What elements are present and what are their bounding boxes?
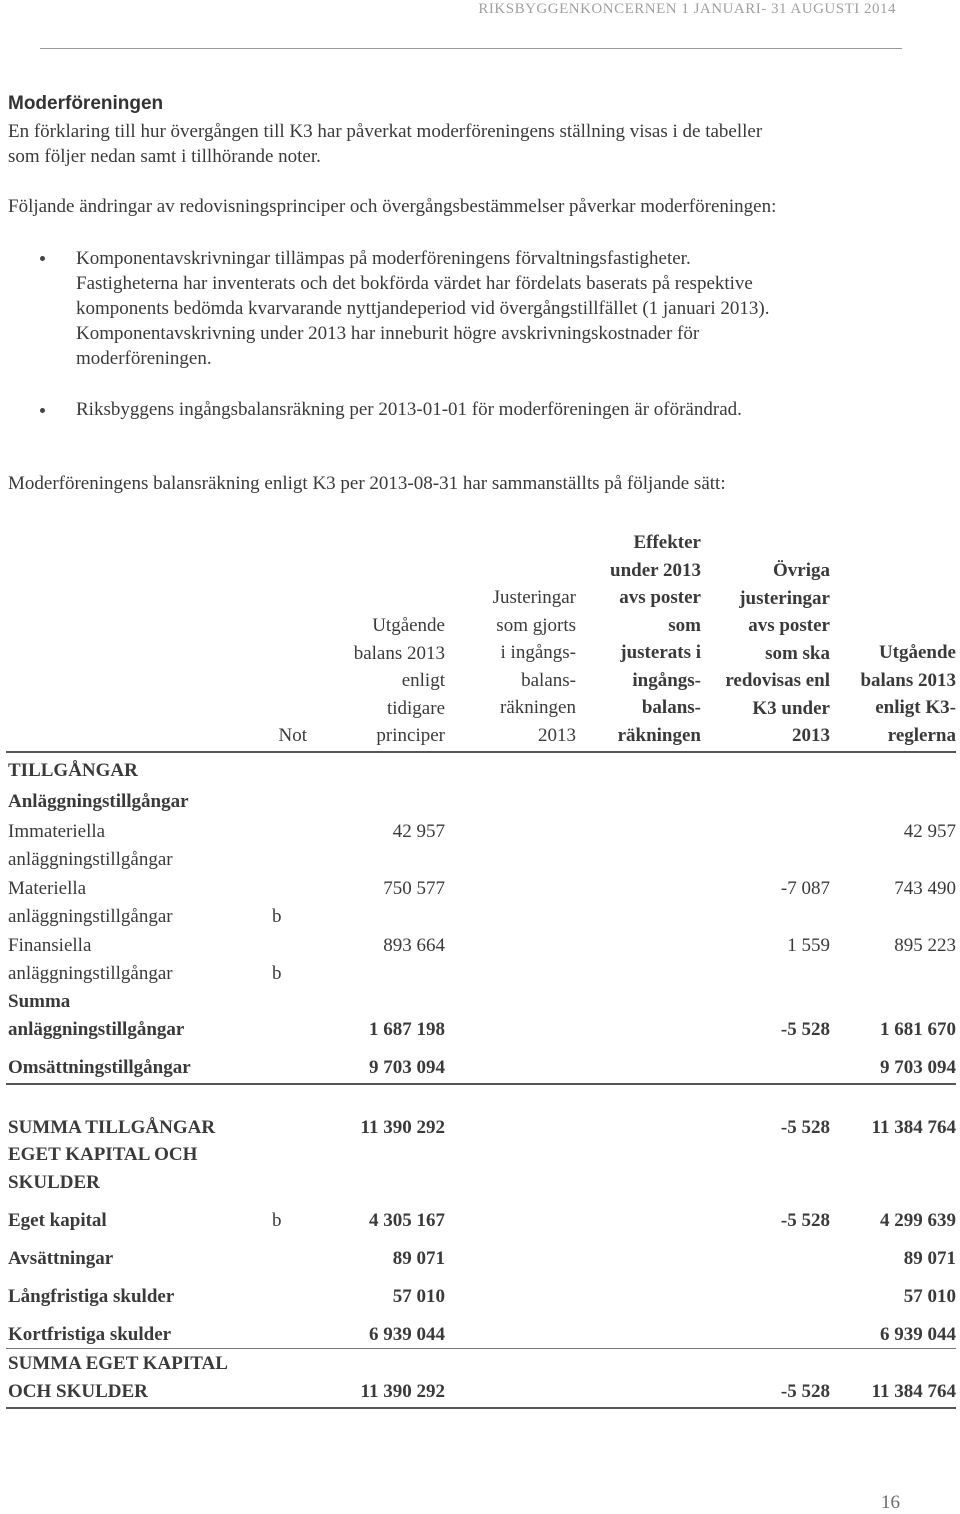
row-materiella-col5: 743 490 bbox=[894, 878, 956, 899]
row-immateriella-col1: 42 957 bbox=[392, 821, 445, 842]
row-summa-ek-label: SUMMA EGET KAPITAL bbox=[8, 1353, 228, 1374]
row-avsattningar-col1: 89 071 bbox=[392, 1248, 445, 1269]
changes-intro: Följande ändringar av redovisningsprinciper och övergångsbestämmelser påverkar moderföreningen: bbox=[8, 196, 777, 217]
row-eget-kapital-col4: -5 528 bbox=[780, 1210, 830, 1231]
row-eget-kapital-label: Eget kapital bbox=[8, 1210, 107, 1231]
section-title: Moderföreningen bbox=[8, 93, 164, 114]
row-avsattningar-col5: 89 071 bbox=[903, 1248, 956, 1269]
bullet-1-line-2: Fastigheterna har inventerats och det bokförda värdet har fördelats baserats på respektive bbox=[76, 273, 753, 294]
bullet-dot bbox=[40, 408, 45, 413]
row-omsattning-label: Omsättningstillgångar bbox=[8, 1057, 191, 1078]
row-finansiella-label-2: anläggningstillgångar bbox=[8, 963, 173, 984]
row-immateriella-label: Immateriella bbox=[8, 821, 106, 842]
page-number: 16 bbox=[881, 1492, 900, 1513]
row-summa-anl-col5: 1 681 670 bbox=[880, 1019, 956, 1040]
row-summa-tillgangar-col4: -5 528 bbox=[780, 1117, 830, 1138]
row-eget-kapital-col5: 4 299 639 bbox=[880, 1210, 956, 1231]
row-materiella-note: b bbox=[272, 906, 282, 927]
header-col2: Justeringar som gjorts i ingångs- balans- räkningen 2013 bbox=[492, 587, 576, 746]
header-col4: Övriga justeringar avs poster som ska redovisas enl K3 under 2013 bbox=[725, 560, 830, 746]
row-materiella-label-2: anläggningstillgångar bbox=[8, 906, 173, 927]
row-finansiella-col5: 895 223 bbox=[894, 935, 956, 956]
row-summa-anl-label: Summa bbox=[8, 991, 71, 1012]
row-langfristiga-label: Långfristiga skulder bbox=[8, 1286, 175, 1307]
bullet-1-line-5: moderföreningen. bbox=[76, 348, 212, 369]
bullet-1-line-1: Komponentavskrivningar tillämpas på moderföreningens förvaltningsfastigheter. bbox=[76, 248, 691, 269]
running-header: RIKSBYGGENKONCERNEN 1 JANUARI- 31 AUGUSTI 2014 bbox=[478, 1, 896, 17]
row-kortfristiga-col1: 6 939 044 bbox=[369, 1324, 445, 1345]
row-immateriella-col5: 42 957 bbox=[903, 821, 956, 842]
header-col1: Utgående balans 2013 enligt tidigare principer bbox=[353, 615, 445, 746]
row-eget-kapital-col1: 4 305 167 bbox=[369, 1210, 445, 1231]
row-langfristiga-col5: 57 010 bbox=[903, 1286, 956, 1307]
row-tillgangar: TILLGÅNGAR bbox=[8, 760, 138, 781]
header-col5: Utgående balans 2013 enligt K3- reglerna bbox=[860, 642, 956, 746]
row-ek-skulder-label: EGET KAPITAL OCH bbox=[8, 1144, 198, 1165]
row-avsattningar-label: Avsättningar bbox=[8, 1248, 114, 1269]
row-finansiella-label: Finansiella bbox=[8, 935, 92, 956]
header-not: Not bbox=[278, 725, 307, 746]
row-langfristiga-col1: 57 010 bbox=[392, 1286, 445, 1307]
row-kortfristiga-col5: 6 939 044 bbox=[880, 1324, 956, 1345]
row-kortfristiga-label: Kortfristiga skulder bbox=[8, 1324, 172, 1345]
table-bottom-rule bbox=[6, 1407, 956, 1409]
bullet-1-line-3: komponents bedömda kvarvarande nyttjandeperiod vid övergångstillfället (1 januari 2013). bbox=[76, 298, 770, 319]
table-intro: Moderföreningens balansräkning enligt K3 per 2013-08-31 har sammanställts på följande sätt: bbox=[8, 473, 726, 494]
row-omsattning-col1: 9 703 094 bbox=[369, 1057, 445, 1078]
row-summa-anl-label-2: anläggningstillgångar bbox=[8, 1019, 185, 1040]
row-anlaggningstillgangar: Anläggningstillgångar bbox=[8, 791, 189, 812]
row-omsattning-col5: 9 703 094 bbox=[880, 1057, 956, 1078]
header-divider bbox=[40, 48, 902, 49]
row-summa-ek-col4: -5 528 bbox=[780, 1381, 830, 1402]
divider-rule-thin bbox=[6, 1348, 956, 1349]
row-immateriella-label-2: anläggningstillgångar bbox=[8, 849, 173, 870]
row-summa-ek-col5: 11 384 764 bbox=[871, 1381, 956, 1402]
row-finansiella-col1: 893 664 bbox=[383, 935, 445, 956]
row-summa-anl-col1: 1 687 198 bbox=[369, 1019, 445, 1040]
divider-rule bbox=[6, 1083, 956, 1085]
header-col3: Effekter under 2013 avs poster som justerats i ingångs- balans- räkningen bbox=[610, 532, 701, 746]
row-ek-skulder-label-2: SKULDER bbox=[8, 1172, 100, 1193]
row-finansiella-note: b bbox=[272, 963, 282, 984]
row-materiella-label: Materiella bbox=[8, 878, 87, 899]
row-summa-tillgangar-col1: 11 390 292 bbox=[360, 1117, 445, 1138]
bullet-dot bbox=[40, 256, 45, 261]
row-materiella-col1: 750 577 bbox=[383, 878, 445, 899]
row-summa-tillgangar-label: SUMMA TILLGÅNGAR bbox=[8, 1117, 216, 1138]
header-rule bbox=[6, 751, 956, 753]
intro-line-1: En förklaring till hur övergången till K3 har påverkat moderföreningens ställning visas i de tabeller bbox=[8, 121, 763, 142]
row-materiella-col4: -7 087 bbox=[780, 878, 830, 899]
bullet-2-line-1: Riksbyggens ingångsbalansräkning per 2013-01-01 för moderföreningen är oförändrad. bbox=[76, 399, 742, 420]
row-finansiella-col4: 1 559 bbox=[787, 935, 830, 956]
row-summa-anl-col4: -5 528 bbox=[780, 1019, 830, 1040]
row-summa-ek-label-2: OCH SKULDER bbox=[8, 1381, 148, 1402]
bullet-1-line-4: Komponentavskrivning under 2013 har inneburit högre avskrivningskostnader för bbox=[76, 323, 700, 344]
row-summa-tillgangar-col5: 11 384 764 bbox=[871, 1117, 956, 1138]
row-summa-ek-col1: 11 390 292 bbox=[360, 1381, 445, 1402]
intro-line-2: som följer nedan samt i tillhörande noter. bbox=[8, 146, 321, 167]
row-eget-kapital-note: b bbox=[272, 1210, 282, 1231]
